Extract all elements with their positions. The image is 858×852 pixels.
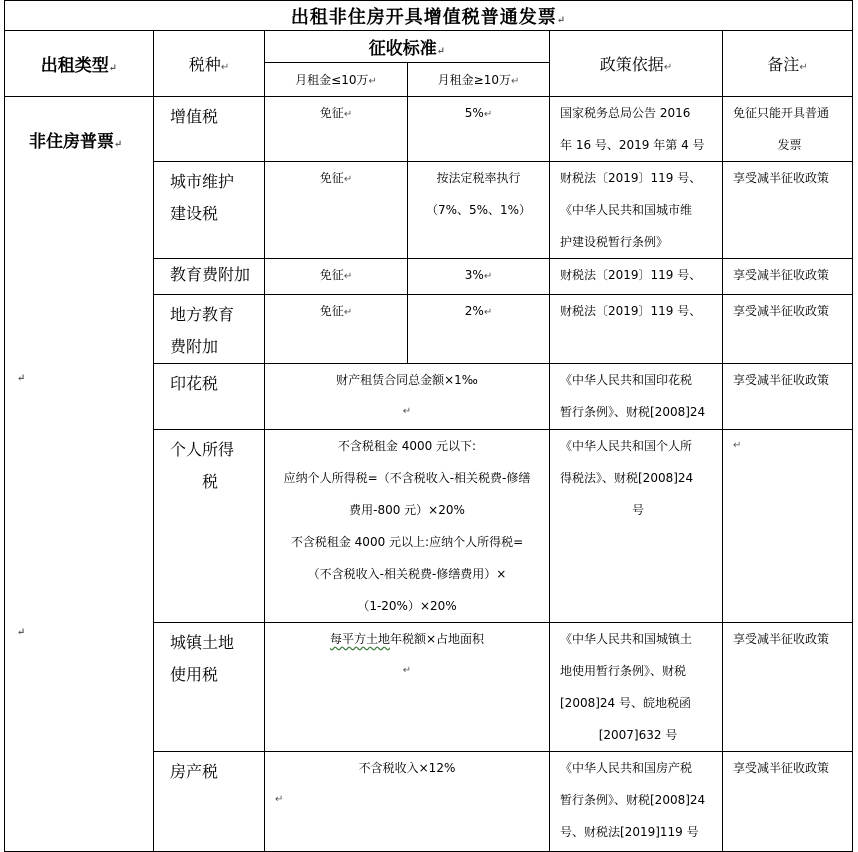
policy-line: 《中华人民共和国个人所	[560, 439, 693, 453]
remark-cell	[723, 162, 853, 259]
standard-line: 不含税租金 4000 元以下:	[337, 439, 477, 453]
tax-name: 增值税	[170, 107, 219, 126]
tax-name-cell	[154, 162, 265, 259]
policy-cell	[550, 623, 723, 752]
rate-high: （7%、5%、1%）	[425, 203, 532, 217]
rate-low-cell: 免征↵	[265, 162, 408, 259]
header-rent-low-text: 月租金≤10万	[295, 73, 369, 87]
policy-line: 《中华人民共和国城市维	[560, 203, 693, 217]
policy-line: 号、财税法[2019]119 号	[560, 825, 699, 839]
remark-line: 享受减半征收政策	[733, 171, 830, 185]
rate-high: 2%	[464, 304, 484, 318]
tax-name-cell	[154, 259, 265, 295]
policy-line: 得税法》、财税[2008]24	[560, 471, 694, 485]
tax-name-cell	[154, 752, 265, 852]
policy-cell	[550, 430, 723, 623]
header-policy-basis: 政策依据↵	[550, 31, 723, 97]
policy-line: 财税法〔2019〕119 号、	[560, 268, 702, 282]
rate-low-cell: 免征↵	[265, 259, 408, 295]
rate-low: 免征	[319, 106, 344, 120]
paragraph-mark: ↵	[733, 440, 742, 451]
policy-line: 《中华人民共和国房产税	[560, 761, 693, 775]
policy-line: 号	[631, 503, 644, 517]
rate-low: 免征	[319, 268, 344, 282]
tax-name: 城镇土地	[170, 633, 235, 652]
remark-line: 享受减半征收政策	[733, 268, 830, 282]
rate-high: 按法定税率执行	[436, 171, 521, 185]
rate-low: 免征	[319, 171, 344, 185]
rate-high-cell	[408, 162, 550, 259]
rate-low-cell: 免征↵	[265, 295, 408, 364]
header-tax-type: 税种↵	[154, 31, 265, 97]
remark-cell	[723, 623, 853, 752]
policy-line: 暂行条例》、财税[2008]24	[560, 793, 706, 807]
paragraph-mark: ↵	[17, 627, 26, 638]
policy-line: 地使用暂行条例》、财税	[560, 664, 687, 678]
policy-line: [2008]24 号、皖地税函	[560, 696, 691, 710]
header-remarks: 备注↵	[723, 31, 853, 97]
remark-line: 享受减半征收政策	[733, 373, 830, 387]
standard-text-underlined: 每平方土地	[329, 632, 390, 646]
remark-line: 享受减半征收政策	[733, 632, 830, 646]
standard-line: 财产租赁合同总金额×1‰	[336, 373, 478, 387]
standard-text: 年税额×占地面积	[389, 632, 485, 646]
merged-standard-cell	[265, 623, 550, 752]
policy-line: 财税法〔2019〕119 号、	[560, 304, 702, 318]
tax-name: 建设税	[170, 204, 219, 223]
paragraph-mark: ↵	[402, 406, 412, 417]
policy-cell	[550, 295, 723, 364]
policy-line: 《中华人民共和国印花税	[560, 373, 693, 387]
merged-standard-cell	[265, 752, 550, 852]
standard-line: 费用-800 元）×20%	[349, 503, 465, 517]
policy-line: 年 16 号、2019 年第 4 号	[560, 138, 705, 152]
rate-high-cell: 2%↵	[408, 295, 550, 364]
standard-line	[265, 623, 549, 655]
tax-name: 城市维护	[170, 172, 235, 191]
tax-name-cell	[154, 623, 265, 752]
header-rent-high: 月租金≥10万↵	[408, 63, 550, 97]
title-text: 出租非住房开具增值税普通发票	[290, 6, 557, 28]
rate-high: 5%	[464, 106, 484, 120]
tax-name-cell	[154, 364, 265, 430]
policy-cell	[550, 162, 723, 259]
policy-line: 暂行条例》、财税[2008]24	[560, 405, 706, 419]
header-rent-high-text: 月租金≥10万	[437, 73, 511, 87]
policy-line: 《中华人民共和国城镇土	[560, 632, 693, 646]
paragraph-mark: ↵	[17, 373, 26, 384]
remark-line: 享受减半征收政策	[733, 304, 830, 318]
standard-line: （1-20%）×20%	[357, 599, 457, 613]
header-collection-standard-text: 征收标准	[368, 39, 437, 59]
tax-table	[4, 0, 853, 852]
rate-high-cell: 5%↵	[408, 97, 550, 162]
remark-cell	[723, 752, 853, 852]
policy-cell	[550, 752, 723, 852]
tax-name-cell	[154, 430, 265, 623]
header-policy-basis-text: 政策依据	[599, 55, 664, 74]
tax-name: 房产税	[170, 762, 219, 781]
merged-standard-cell	[265, 430, 550, 623]
standard-line: 不含税收入×12%	[358, 761, 456, 775]
tax-name-cell	[154, 295, 265, 364]
invoice-type-cell: 非住房普票↵ ↵ ↵	[5, 97, 154, 852]
standard-line: 不含税租金 4000 元以上:应纳个人所得税=	[290, 535, 524, 549]
header-tax-type-text: 税种	[188, 55, 221, 74]
remark-line: 免征只能开具普通	[733, 106, 830, 120]
policy-line: 财税法〔2019〕119 号、	[560, 171, 702, 185]
invoice-type-text: 非住房普票	[29, 132, 114, 152]
rate-low: 免征	[319, 304, 344, 318]
policy-cell	[550, 97, 723, 162]
rate-high-cell: 3%↵	[408, 259, 550, 295]
remark-line: 享受减半征收政策	[733, 761, 830, 775]
tax-name: 税	[202, 472, 219, 491]
policy-cell	[550, 364, 723, 430]
document-title: 出租非住房开具增值税普通发票↵	[5, 1, 853, 31]
policy-line: [2007]632 号	[598, 728, 678, 742]
remark-cell	[723, 97, 853, 162]
tax-name: 个人所得	[170, 440, 235, 459]
tax-name: 使用税	[170, 665, 219, 684]
remark-cell	[723, 259, 853, 295]
tax-name-cell	[154, 97, 265, 162]
rate-low-cell: 免征↵	[265, 97, 408, 162]
policy-cell	[550, 259, 723, 295]
paragraph-mark: ↵	[275, 794, 284, 805]
paragraph-mark: ↵	[402, 665, 412, 676]
remark-line: 发票	[777, 138, 802, 152]
merged-standard-cell	[265, 364, 550, 430]
policy-line: 国家税务总局公告 2016	[560, 106, 691, 120]
remark-cell	[723, 430, 853, 623]
tax-name: 费附加	[170, 337, 219, 356]
header-remarks-text: 备注	[767, 55, 800, 74]
tax-name: 印花税	[170, 374, 219, 393]
tax-name: 地方教育	[170, 305, 235, 324]
standard-line: （不含税收入-相关税费-修缮费用）×	[307, 567, 507, 581]
remark-cell	[723, 364, 853, 430]
standard-line: 应纳个人所得税=（不含税收入-相关税费-修缮	[283, 471, 531, 485]
header-rental-type-text: 出租类型	[40, 56, 109, 76]
header-collection-standard: 征收标准↵	[265, 31, 550, 63]
policy-line: 护建设税暂行条例》	[560, 235, 669, 249]
header-rent-low: 月租金≤10万↵	[265, 63, 408, 97]
tax-name: 教育费附加	[170, 265, 251, 284]
remark-cell	[723, 295, 853, 364]
header-rental-type: 出租类型↵	[5, 31, 154, 97]
rate-high: 3%	[464, 268, 484, 282]
